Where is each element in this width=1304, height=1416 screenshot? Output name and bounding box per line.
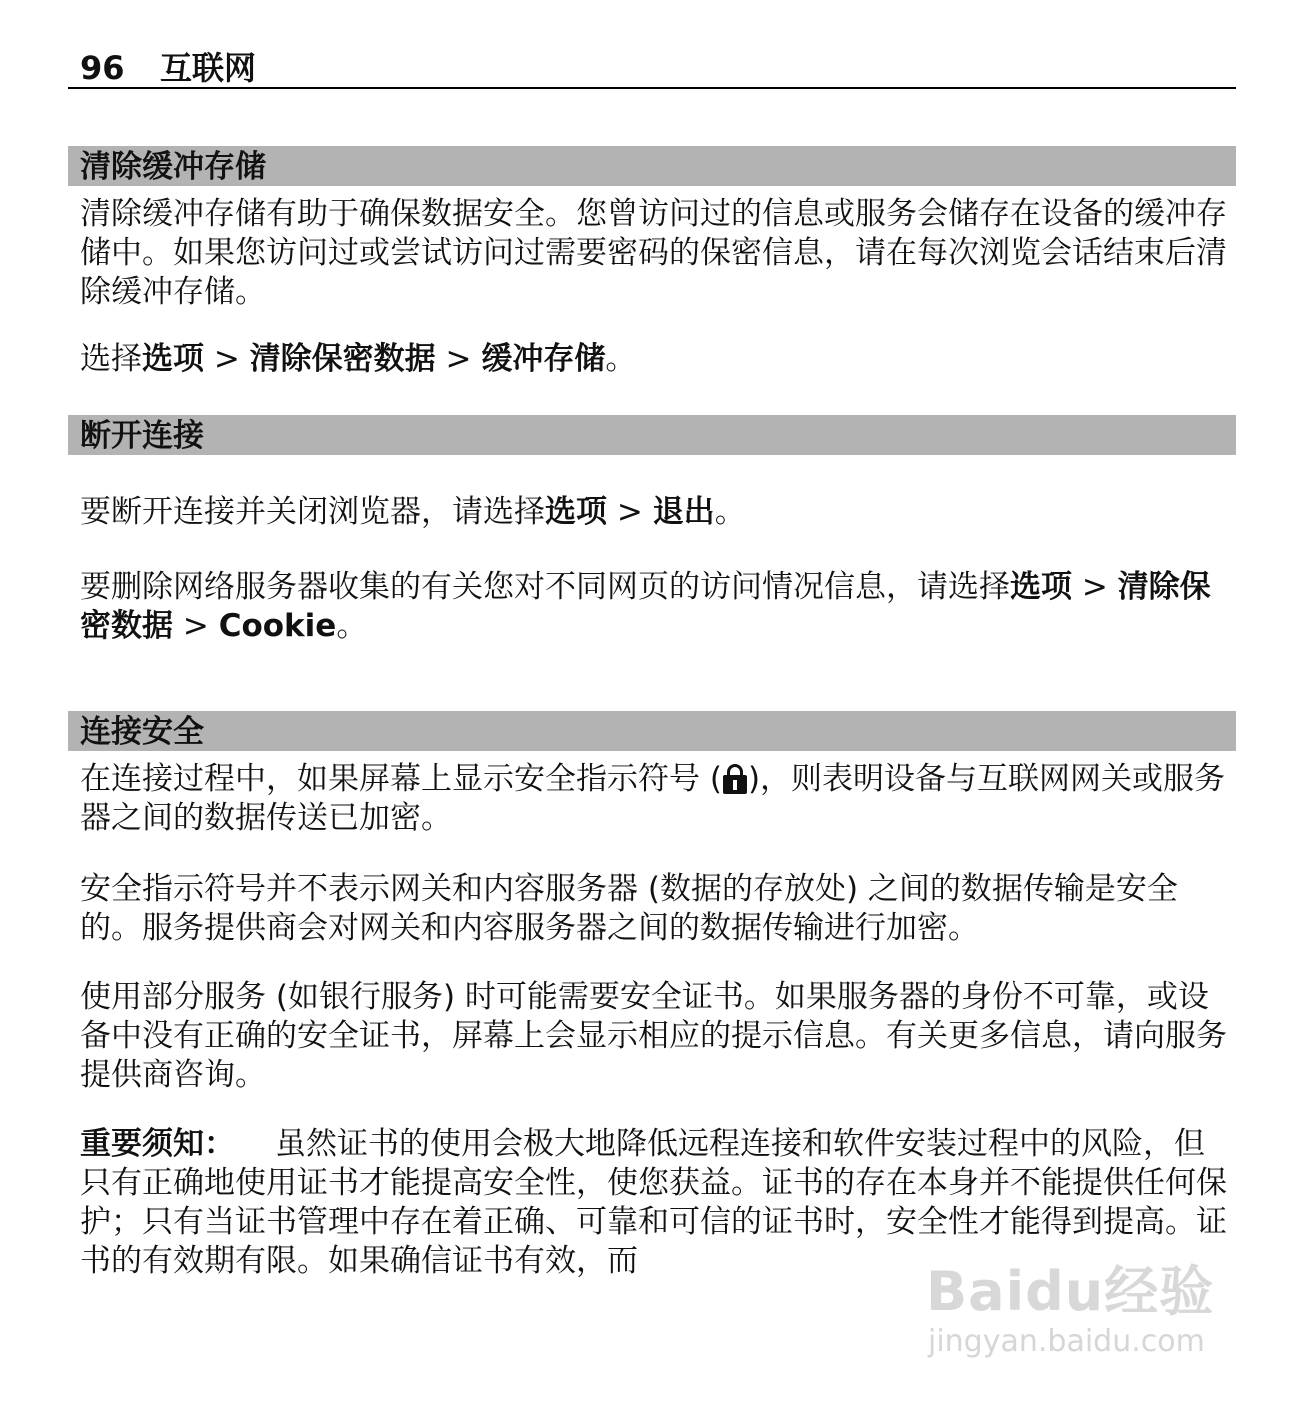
clear-cache-instruction bbox=[80, 340, 1230, 379]
menu-path-cache: 缓冲存储 bbox=[481, 341, 606, 377]
running-head bbox=[80, 48, 256, 88]
instruction-end: 。 bbox=[336, 608, 368, 644]
path-separator: > bbox=[607, 494, 653, 530]
security-indicator-note: 安全指示符号并不表示网关和内容服务器 (数据的存放处) 之间的数据传输是安全的。服务提供商会对网关和内容服务器之间的数据传输进行加密。 bbox=[80, 871, 1178, 946]
path-separator: > bbox=[204, 341, 250, 377]
notice-text: 虽然证书的使用会极大地降低远程连接和软件安装过程中的风险，但只有正确地使用证书才能提高安全性，使您获益。证书的存在本身并不能提供任何保护；只有当证书管理中存在着正确、可靠和可信的证书时，安全性才能得到提高。证书的有效期有限。如果确信证书有效，而 bbox=[80, 1126, 1227, 1279]
section-title: 清除缓冲存储 bbox=[80, 149, 266, 185]
security-text-after-icon: )，则表明设备与互联网网关或服务器之间的数据传送已加密。 bbox=[80, 761, 1226, 836]
menu-path-exit: 退出 bbox=[652, 494, 715, 530]
section-heading-clear-cache bbox=[68, 146, 1236, 186]
baidu-watermark bbox=[920, 1262, 1230, 1372]
page-number: 96 bbox=[80, 49, 125, 87]
section-title: 断开连接 bbox=[80, 418, 204, 454]
notice-label: 重要须知： bbox=[80, 1126, 235, 1162]
watermark-url: jingyan.baidu.com bbox=[928, 1324, 1205, 1359]
header-rule bbox=[68, 87, 1236, 89]
path-separator: > bbox=[435, 341, 482, 377]
section-title: 连接安全 bbox=[80, 714, 204, 750]
path-separator: > bbox=[173, 608, 219, 644]
lock-icon bbox=[722, 764, 748, 794]
clear-cache-description: 清除缓冲存储有助于确保数据安全。您曾访问过的信息或服务会储存在设备的缓冲存储中。如果您访问过或尝试访问过需要密码的保密信息，请在每次浏览会话结束后清除缓冲存储。 bbox=[80, 196, 1227, 310]
menu-path-options: 选项 bbox=[1010, 569, 1072, 605]
section-heading-connection-security bbox=[68, 711, 1236, 751]
menu-path-clear-privacy-data: 清除保密数据 bbox=[249, 341, 436, 377]
menu-path-clear-privacy-data: 清除保密数据 bbox=[80, 569, 1211, 644]
security-certificate-paragraph: 使用部分服务 (如银行服务) 时可能需要安全证书。如果服务器的身份不可靠，或设备中没有正确的安全证书，屏幕上会显示相应的提示信息。有关更多信息，请向服务提供商咨询。 bbox=[80, 979, 1227, 1093]
menu-path-options: 选项 bbox=[142, 341, 204, 377]
instruction-end: 。 bbox=[605, 341, 637, 377]
important-notice bbox=[80, 1125, 1230, 1281]
instruction-lead: 选择 bbox=[80, 341, 142, 377]
path-separator: > bbox=[1072, 569, 1118, 605]
security-text-before-icon: 在连接过程中，如果屏幕上显示安全指示符号 ( bbox=[80, 761, 722, 797]
security-indicator-paragraph bbox=[80, 760, 1230, 838]
watermark-logo: Baidu经验 bbox=[926, 1260, 1215, 1323]
menu-path-options: 选项 bbox=[545, 494, 607, 530]
instruction-lead: 要删除网络服务器收集的有关您对不同网页的访问情况信息，请选择 bbox=[80, 569, 1010, 605]
instruction-lead: 要断开连接并关闭浏览器，请选择 bbox=[80, 494, 545, 530]
chapter-title: 互联网 bbox=[160, 49, 257, 87]
instruction-end: 。 bbox=[714, 494, 746, 530]
menu-path-cookie: Cookie bbox=[218, 608, 337, 644]
disconnect-instruction bbox=[80, 493, 1230, 532]
section-heading-disconnect bbox=[68, 415, 1236, 455]
delete-cookie-instruction bbox=[80, 568, 1230, 646]
